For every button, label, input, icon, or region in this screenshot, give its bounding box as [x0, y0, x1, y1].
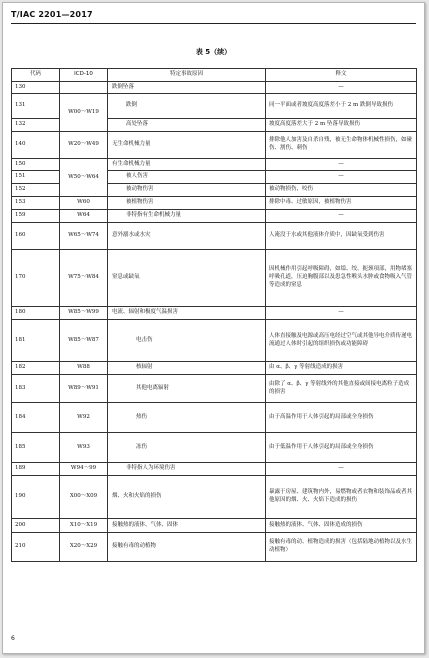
table-row — [12, 519, 417, 533]
row-cause: 核辐射 — [108, 362, 266, 375]
row-code: 183 — [12, 375, 60, 403]
row-icd10: W60 — [60, 197, 108, 210]
document-id: T/IAC 2201—2017 — [11, 10, 93, 19]
row-cause: 非特指人为环境伤害 — [108, 463, 266, 476]
row-cause: 电流、辐射和极度气温损害 — [108, 307, 266, 320]
column-header-cause: 特定事故原因 — [108, 69, 266, 82]
row-code: 170 — [12, 250, 60, 307]
row-icd10: W50～W64 — [60, 159, 108, 197]
row-code: 181 — [12, 320, 60, 362]
column-header-code: 代码 — [12, 69, 60, 82]
row-gloss: 由于高温作用于人体引起的局部或全身损伤 — [266, 403, 417, 433]
table-row — [12, 433, 417, 463]
table-row — [12, 159, 417, 171]
row-cause: 意外溺水或水灾 — [108, 223, 266, 250]
row-cause: 无生命机械力量 — [108, 132, 266, 159]
table-row — [12, 307, 417, 320]
row-code: 210 — [12, 533, 60, 562]
row-cause: 窒息或缺氧 — [108, 250, 266, 307]
row-gloss: 由 α、β、γ 等射线造成的损害 — [266, 362, 417, 375]
row-gloss: 被动物损伤，咬伤 — [266, 184, 417, 197]
row-cause: 跌倒 — [108, 94, 266, 119]
table-row — [12, 197, 417, 210]
table-header-row — [12, 69, 417, 82]
row-gloss: 坡度高度落差大于 2 m 坠落导致损伤 — [266, 119, 417, 132]
row-code: 185 — [12, 433, 60, 463]
row-icd10: W65～W74 — [60, 223, 108, 250]
document-page — [2, 2, 425, 654]
row-code: 184 — [12, 403, 60, 433]
row-code: 151 — [12, 171, 60, 184]
table-row — [12, 250, 417, 307]
row-icd10: W00～W19 — [60, 94, 108, 132]
table-row — [12, 210, 417, 223]
row-gloss: — — [266, 463, 417, 476]
row-code: 150 — [12, 159, 60, 171]
row-code: 160 — [12, 223, 60, 250]
table-row — [12, 132, 417, 159]
row-icd10: X20～X29 — [60, 533, 108, 562]
table-row — [12, 320, 417, 362]
row-cause: 被人伤害 — [108, 171, 266, 184]
row-gloss: 排除中毒、过敏原因，被植物伤害 — [266, 197, 417, 210]
row-gloss: 同一平面或者坡度高度落差小于 2 m 跌倒导致损伤 — [266, 94, 417, 119]
table-row — [12, 94, 417, 119]
row-code: 189 — [12, 463, 60, 476]
row-code: 190 — [12, 476, 60, 519]
row-gloss: — — [266, 171, 417, 184]
row-gloss: — — [266, 210, 417, 223]
table-row — [12, 223, 417, 250]
row-icd10: W85～W87 — [60, 320, 108, 362]
row-cause: 被动物伤害 — [108, 184, 266, 197]
row-code: 131 — [12, 94, 60, 119]
row-icd10: W85～W99 — [60, 307, 108, 320]
row-cause: 高处坠落 — [108, 119, 266, 132]
table-title: 表 5（续） — [195, 48, 232, 56]
row-gloss: 由于低温作用于人体引起的局部或全身损伤 — [266, 433, 417, 463]
table-row — [12, 403, 417, 433]
row-cause: 热伤 — [108, 403, 266, 433]
row-icd10: W64 — [60, 210, 108, 223]
row-code: 180 — [12, 307, 60, 320]
column-header-icd10: ICD-10 — [60, 69, 108, 82]
row-gloss: — — [266, 159, 417, 171]
row-code: 200 — [12, 519, 60, 533]
row-gloss: 人淹没于水或其他液体介质中，因缺氧受到伤害 — [266, 223, 417, 250]
row-code: 132 — [12, 119, 60, 132]
table-row — [12, 82, 417, 94]
row-cause: 接触有毒的动植物 — [108, 533, 266, 562]
accident-cause-table — [11, 68, 417, 562]
row-gloss: 排除他人加害及自杀自残，被无生命物体机械性损伤，如碰伤、割伤、刺伤 — [266, 132, 417, 159]
row-cause: 被植物伤害 — [108, 197, 266, 210]
row-icd10: W20～W49 — [60, 132, 108, 159]
row-cause: 接触热的液体、气体、固体 — [108, 519, 266, 533]
row-cause: 有生命机械力量 — [108, 159, 266, 171]
row-code: 159 — [12, 210, 60, 223]
row-icd10: W89～W91 — [60, 375, 108, 403]
row-code: 182 — [12, 362, 60, 375]
row-icd10: W75～W84 — [60, 250, 108, 307]
row-gloss: 接触有毒的动、植物造成的损害（包括陆地动植物以及水生动植物） — [266, 533, 417, 562]
row-icd10 — [60, 82, 108, 94]
page-number: 6 — [11, 635, 15, 642]
row-gloss: — — [266, 82, 417, 94]
row-gloss: — — [266, 307, 417, 320]
row-code: 152 — [12, 184, 60, 197]
table-row — [12, 362, 417, 375]
header-rule — [11, 23, 416, 24]
column-header-gloss: 释文 — [266, 69, 417, 82]
row-icd10: W92 — [60, 403, 108, 433]
table-row — [12, 533, 417, 562]
row-gloss: 暴露于房屋、建筑物内外，易燃物或者衣物和装饰品或者其他原因的烟、火、火焰下造成的损伤 — [266, 476, 417, 519]
table-row — [12, 476, 417, 519]
row-gloss: 人体直接触及电源或高压电经过空气或其他导电介质传递电流通过人体时引起的组织损伤或功能障碍 — [266, 320, 417, 362]
row-gloss: 由除了 α、β、γ 等射线外的其他直接或间接电离粒子造成的损害 — [266, 375, 417, 403]
row-icd10: W88 — [60, 362, 108, 375]
row-code: 130 — [12, 82, 60, 94]
row-code: 140 — [12, 132, 60, 159]
row-cause: 电击伤 — [108, 320, 266, 362]
table-row — [12, 375, 417, 403]
row-icd10: W94～99 — [60, 463, 108, 476]
row-icd10: X00～X09 — [60, 476, 108, 519]
row-cause: 冻伤 — [108, 433, 266, 463]
table-row — [12, 463, 417, 476]
row-icd10: X10～X19 — [60, 519, 108, 533]
row-code: 153 — [12, 197, 60, 210]
row-cause: 烟、火和火焰的损伤 — [108, 476, 266, 519]
row-gloss: 接触热的液体、气体、固体造成的损伤 — [266, 519, 417, 533]
row-cause: 跌倒坠落 — [108, 82, 266, 94]
row-cause: 其他电离辐射 — [108, 375, 266, 403]
row-icd10: W93 — [60, 433, 108, 463]
row-cause: 非特指有生命机械力量 — [108, 210, 266, 223]
row-gloss: 因机械作用引起呼吸障碍，如缢、绞、扼颈项部，用物堵塞呼吸孔道，压迫胸腹部以及患急性喉头水肿或食物吸入气管等造成的窒息 — [266, 250, 417, 307]
